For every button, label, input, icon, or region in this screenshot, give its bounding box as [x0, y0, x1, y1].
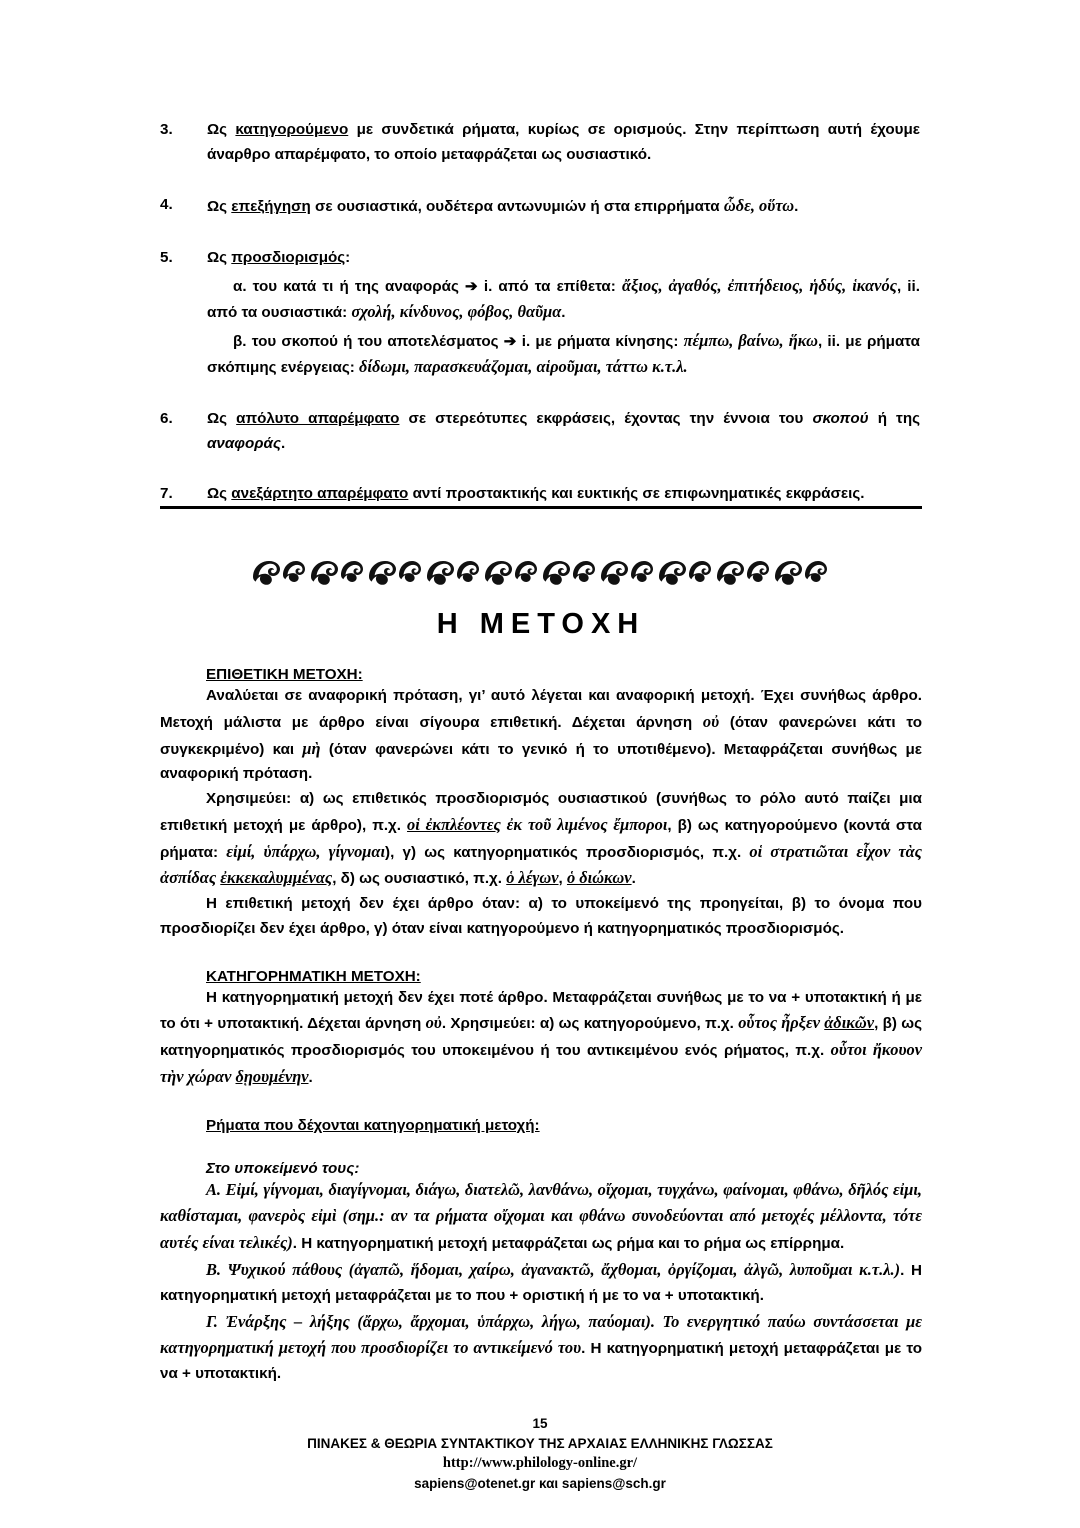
list-item-tail: .	[794, 198, 799, 216]
greek-example: δῃουμένην	[235, 1066, 309, 1086]
list-item-lead: Ως	[207, 248, 232, 266]
subitem-text-3: , ii. από τα ουσιαστικά:	[207, 277, 920, 322]
prose-body	[160, 666, 922, 1387]
greek-example: ἐκ τοῦ λιμένος ἔμποροι	[500, 814, 668, 834]
underlined-term: ποτέ	[459, 988, 494, 1006]
list-item-marker: 7.	[160, 485, 173, 503]
list-item-rest: :	[345, 248, 351, 266]
list-item	[160, 246, 920, 381]
subitem-text-2: i. από τα επίθετα:	[477, 277, 622, 295]
verb-entry	[160, 1177, 922, 1257]
subitem-text-4: .	[561, 304, 566, 322]
list-item-marker: 5.	[160, 248, 173, 266]
list-item	[160, 118, 920, 167]
greek-example: ἀδικῶν	[824, 1013, 875, 1033]
greek-example: ὁ διώκων	[566, 868, 632, 888]
verbs-subject-label: Στο υποκείμενό τους:	[206, 1159, 360, 1177]
greek-example: οὐ	[425, 1013, 442, 1033]
list-item-rest: με συνδετικά ρήματα, κυρίως σε ορισμούς. Στην περίπτωση αυτή έχουμε άναρθρο απαρέμφατο, το οποίο μεταφράζεται ως ουσιαστικό.	[207, 121, 920, 163]
text-run: , β) ως κατηγορούμενο (κοντά στα ρήματα:	[160, 816, 922, 861]
emphasis-term: αναφοράς	[207, 434, 281, 452]
list-item-mid: ή της	[868, 410, 921, 427]
text-run: . Η κατηγορηματική μετοχή μεταφράζεται με το που + οριστική ή με το να + υποτακτική.	[160, 1262, 922, 1304]
underlined-term: να	[768, 988, 787, 1006]
list-item-lead: Ως	[207, 198, 232, 216]
greek-example: πέμπω, βαίνω, ἥκω	[683, 330, 818, 350]
list-item-marker: 4.	[160, 196, 173, 214]
greek-example: δίδωμι, παρασκευάζομαι, αἱροῦμαι, τάττω κ.τ.λ.	[359, 357, 688, 377]
text-run: . Η κατηγορηματική μετοχή μεταφράζεται ως ρήμα και το ρήμα ως επίρρημα.	[292, 1235, 845, 1253]
greek-example: Α.	[206, 1179, 226, 1199]
list-item-tail: .	[280, 434, 286, 452]
greek-example: μὴ	[302, 738, 321, 758]
list-item-body	[207, 482, 920, 507]
greek-example: οἱ στρατιῶται εἶχον τὰς ἀσπίδας	[160, 841, 922, 888]
verbs-block-heading: Ρήματα που δέχονται κατηγορηματική μετοχή:	[206, 1116, 540, 1134]
greek-example: οὗτοι ἤκουον τὴν χώραν	[160, 1040, 922, 1086]
list-item-marker: 6.	[160, 410, 173, 427]
paragraph	[160, 684, 922, 787]
text-run: ,	[558, 870, 567, 888]
list-item-rest: αντί προστακτικής και ευκτικής σε επιφωνηματικές εκφράσεις.	[408, 485, 865, 503]
text-run: ), γ) ως κατηγορηματικός προσδιορισμός, π.χ.	[385, 843, 750, 861]
greek-example: Εἰμί, γίγνομαι, διαγίγνομαι, διάγω, διατελῶ, λανθάνω, οἴχομαι, τυγχάνω, φαίνομαι, φθάνω, δῆλός εἰμι, καθίσταμαι, φανερὸς εἰμὶ (σημ.: αν τα ρήματα οἴχομαι και φθάνω συνοδεύονται από μετοχές μέλλοντα, τότε αυτές είναι τελικές)	[160, 1179, 922, 1253]
list-item	[160, 482, 920, 507]
section-heading-katigorimatiki: ΚΑΤΗΓΟΡΗΜΑΤΙΚΗ ΜΕΤΟΧΗ:	[206, 967, 421, 985]
greek-example: ὁ λέγων	[506, 868, 559, 888]
list-item-body	[207, 407, 920, 456]
text-run: άρθρο. Μεταφράζεται συνήθως με το	[493, 988, 769, 1006]
text-run: Η επιθετική μετοχή δεν έχει άρθρο όταν: α) το υποκείμενό της προηγείται, β) το όνομα που προσδιορίζει δεν έχει άρθρο, γ) όταν είναι κατηγορούμενο ή κατηγορηματικός προσδιορισμός.	[160, 895, 922, 937]
section-divider-rule	[160, 506, 922, 509]
list-item-lead: Ως	[207, 410, 237, 427]
footer-url[interactable]: http://www.philology-online.gr/	[442, 1455, 638, 1472]
greek-example: εἰμί, ὑπάρχω, γίγνομαι	[226, 841, 386, 861]
greek-example: Β. Ψυχικού πάθους (ἀγαπῶ, ἥδομαι, χαίρω, ἀγανακτῶ, ἄχθομαι, ὀργίζομαι, ἀλγῶ, λυποῦμαι κ.τ.λ.)	[206, 1260, 901, 1280]
greek-example: οὗτος ἦρξεν	[738, 1013, 825, 1033]
list-item-underlined-term: κατηγορούμενο	[235, 121, 349, 138]
text-run: (όταν φανερώνει κάτι το συγκεκριμένο) και	[160, 713, 922, 758]
page-footer	[0, 1414, 1080, 1494]
footer-emails[interactable]: sapiens@otenet.gr και sapiens@sch.gr	[414, 1476, 666, 1492]
fleuron-divider-ornament	[160, 552, 922, 594]
list-item-body	[207, 193, 920, 220]
list-item-lead: Ως	[207, 485, 232, 503]
section-heading-epithetiki: ΕΠΙΘΕΤΙΚΗ ΜΕΤΟΧΗ:	[206, 666, 363, 683]
page-title: Η ΜΕΤΟΧΗ	[436, 608, 646, 640]
text-run: Χρησιμεύει: α) ως επιθετικός προσδιορισμός ουσιαστικού (συνήθως το ρόλο αυτό παίζει μια επιθετική μετοχή με άρθρο), π.χ.	[160, 790, 922, 834]
verb-entry	[160, 1309, 922, 1387]
list-item-underlined-term: προσδιορισμός	[231, 248, 346, 266]
greek-example: οὐ	[702, 711, 720, 731]
greek-example: σχολή, κίνδυνος, φόβος, θαῦμα	[351, 302, 562, 322]
list-item-underlined-term: ανεξάρτητο απαρέμφατο	[231, 485, 409, 503]
arrow-icon: ➔	[465, 277, 478, 295]
text-run: .	[631, 870, 636, 888]
footer-title-line: ΠΙΝΑΚΕΣ & ΘΕΩΡΙΑ ΣΥΝΤΑΚΤΙΚΟΥ ΤΗΣ ΑΡΧΑΙΑΣ ΕΛΛΗΝΙΚΗΣ ΓΛΩΣΣΑΣ	[307, 1435, 773, 1451]
greek-example: ὧδε, οὕτω	[723, 196, 795, 216]
list-item	[160, 407, 920, 456]
text-run: . Η κατηγορηματική μετοχή μεταφράζεται με το να + υποτακτική.	[160, 1340, 922, 1383]
list-item-body	[207, 118, 920, 167]
list-item-body	[207, 246, 920, 381]
greek-example: ἐκκεκαλυμμένας	[220, 868, 333, 888]
greek-example: ἄξιος, ἀγαθός, ἐπιτήδειος, ἡδύς, ἱκανός	[621, 275, 897, 295]
text-run: . Χρησιμεύει: α) ως κατηγορούμενο, π.χ.	[441, 1015, 739, 1033]
text-run: + υποτακτική. Δέχεται άρνηση	[199, 1015, 426, 1033]
list-item-underlined-term: απόλυτο απαρέμφατο	[236, 410, 400, 427]
list-item-rest: σε ουσιαστικά, ουδέτερα αντωνυμιών ή στα επιρρήματα	[310, 198, 724, 216]
greek-example: οἱ ἐκπλέοντες	[407, 814, 501, 834]
numbered-list	[160, 118, 920, 507]
paragraph	[160, 892, 922, 942]
text-run: (όταν φανερώνει κάτι το γενικό ή το υποτιθέμενο). Μεταφράζεται συνήθως με αναφορική πρόταση.	[160, 740, 922, 783]
underlined-term: ότι	[179, 1015, 200, 1033]
numbered-list-section	[160, 118, 920, 507]
list-item-marker: 3.	[160, 121, 173, 138]
greek-example: Γ. Ἐνάρξης – λήξης (ἄρχω, ἄρχομαι, ὑπάρχω, λήγω, παύομαι). Το ενεργητικό παύω συντάσσεται με κατηγορηματική μετοχή που προσδιορίζει το αντικείμενό του	[160, 1311, 922, 1358]
subitem-text-3: , ii. με ρήματα σκόπιμης ενέργειας:	[207, 332, 920, 377]
list-subitem-a	[207, 273, 920, 326]
list-item	[160, 193, 920, 220]
paragraph	[160, 787, 922, 892]
emphasis-term: σκοπού	[812, 410, 869, 427]
text-run: Αναλύεται σε αναφορική πρόταση, γι’ αυτό λέγεται και αναφορική μετοχή. Έχει συνήθως άρθρο. Μετοχή μάλιστα με άρθρο είναι σίγουρα επιθετική. Δέχεται άρνηση	[160, 687, 922, 731]
text-run: .	[308, 1068, 313, 1086]
list-item-underlined-term: επεξήγηση	[231, 198, 311, 216]
list-item-rest: σε στερεότυπες εκφράσεις, έχοντας την έννοια του	[399, 410, 813, 427]
footer-page-number: 15	[532, 1416, 548, 1431]
list-subitem-b	[207, 328, 920, 381]
subitem-text-1: β. του σκοπού ή του αποτελέσματος	[233, 332, 504, 350]
list-item-lead: Ως	[207, 121, 236, 138]
text-run: , δ) ως ουσιαστικό, π.χ.	[332, 870, 507, 888]
text-run: + υποτακτική ή με το	[160, 988, 923, 1033]
arrow-icon: ➔	[503, 332, 517, 350]
subitem-text-2: i. με ρήματα κίνησης:	[516, 332, 684, 350]
text-run: , β) ως κατηγορηματικός προσδιορισμός του υποκειμένου ή του αντικειμένου ενός ρήματος, π.χ.	[160, 1015, 923, 1060]
text-run: Η κατηγορηματική μετοχή δεν έχει	[206, 988, 460, 1006]
verb-entry	[160, 1257, 922, 1309]
subitem-text-1: α. του κατά τι ή της αναφοράς	[233, 277, 465, 295]
paragraph	[160, 986, 922, 1091]
